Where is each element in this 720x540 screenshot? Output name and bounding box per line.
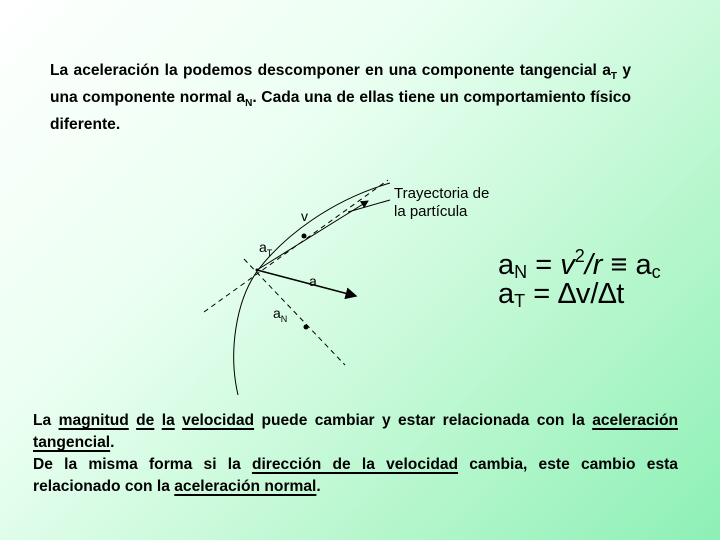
underline-direccion-velocidad: dirección de la velocidad — [251, 456, 459, 473]
intro-text-3: . Cada una de ellas tiene un comportamiento físico diferente. — [50, 89, 631, 134]
underline-magnitud: magnitud — [58, 412, 129, 429]
trajectory-pointer — [348, 200, 390, 212]
normal-dashed-line — [244, 259, 345, 365]
normal-marker-dot — [304, 325, 309, 330]
intro-sub-t: T — [610, 71, 617, 83]
tangential-accel-equation: $a_T = \Delta v/\Delta t$ — [498, 278, 625, 311]
intro-text-2: y una componente normal a — [50, 62, 631, 107]
velocity-label: v — [301, 208, 308, 224]
particle-point — [256, 269, 259, 272]
underline-velocidad: velocidad — [182, 412, 255, 429]
underline-aceleracion-normal: aceleración normal — [174, 478, 317, 495]
normal-accel-equation: $a_N = v^2/r \equiv a_c$ — [498, 246, 661, 282]
trajectory-curve — [234, 183, 390, 395]
underline-aceleracion-tangencial: aceleración tangencial — [33, 412, 679, 451]
underline-la: la — [161, 412, 175, 429]
normal-accel-label: $a_N$ — [273, 305, 288, 324]
outro-paragraph: La magnitud de la velocidad puede cambiar y estar relacionada con la aceleración tangencial. De la misma forma si la dirección de la velocidad cambia, este cambio esta relacionado con la aceleración normal. — [33, 412, 679, 495]
tangential-marker-dot — [302, 234, 307, 239]
acceleration-label: a — [309, 273, 317, 289]
underline-de: de — [136, 412, 155, 429]
intro-sub-n: N — [245, 98, 253, 110]
tangential-accel-label: $a_T$ — [259, 239, 273, 258]
acceleration-vector — [257, 270, 356, 296]
trajectory-label: Trayectoria de la partícula — [394, 185, 490, 220]
intro-text-1: La aceleración la podemos descomponer en una componente tangencial a — [50, 62, 611, 79]
